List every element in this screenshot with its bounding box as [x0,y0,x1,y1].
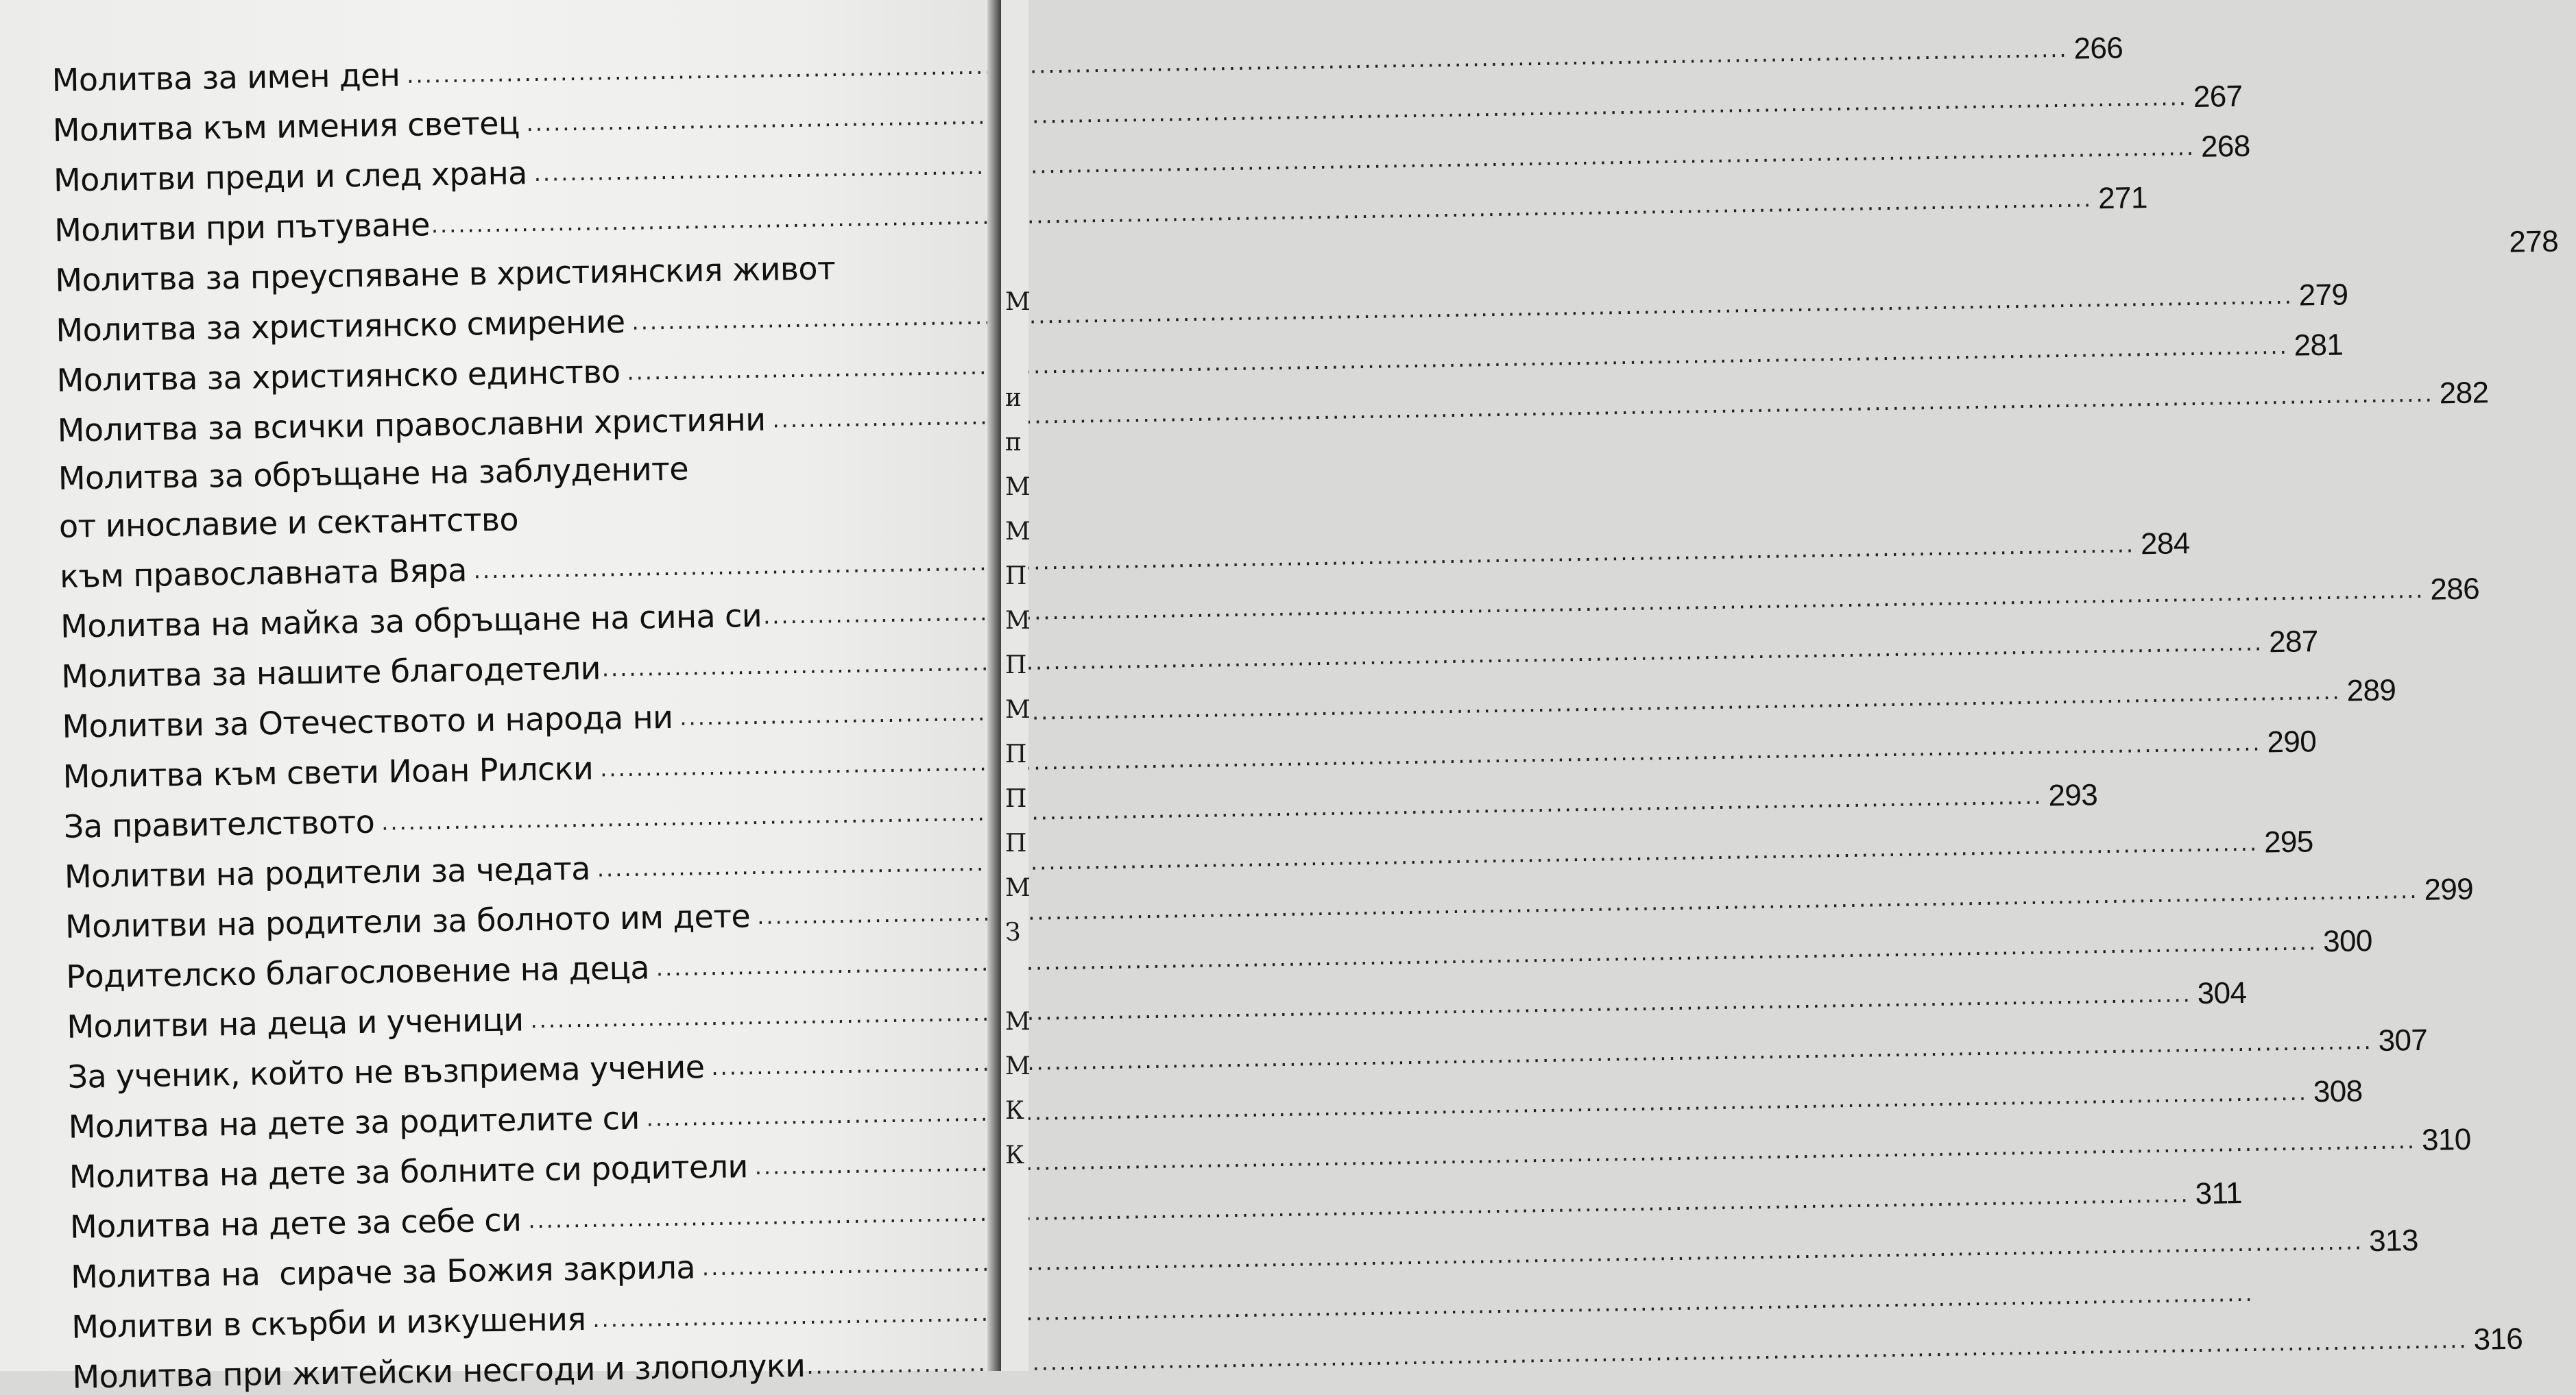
dot-leader [381,788,2043,832]
facing-page-edge [1001,0,1031,1371]
dot-leader [526,88,2188,132]
toc-entry-page: 266 [2073,31,2123,66]
facing-page-letter: П [1005,829,1027,858]
dot-leader [631,287,2294,331]
toc-entry-page: 286 [2429,572,2480,607]
dot-leader [646,1083,2308,1127]
dot-leader [530,985,2192,1029]
toc-entry-title: Молитви на деца и ученици [67,1001,524,1045]
toc-entry-page: 308 [2313,1074,2363,1109]
facing-page-letter: М [1005,288,1031,316]
toc-entry-page: 299 [2424,872,2474,907]
toc-entry-page: 279 [2298,278,2348,313]
toc-entry-title: Молитва за всички православни християни [57,400,766,449]
toc-entry-page: 271 [2097,180,2148,215]
toc-entry-title: Родителско благословение на деца [65,949,650,995]
toc-entry-page: 307 [2378,1023,2428,1058]
toc-entry-page: 293 [2048,778,2098,813]
facing-page-letter: М [1005,1008,1031,1036]
toc-entry-page: 287 [2268,624,2319,659]
facing-page-letter: П [1005,651,1027,679]
toc-entry-page: 267 [2193,79,2243,114]
dot-leader [627,337,2289,381]
toc-entry-title: Молитви на родители за болното им дете [64,897,751,945]
facing-page-letter: З [1005,919,1021,947]
facing-page-letter: п [1005,428,1022,457]
dot-leader [679,683,2342,727]
dot-leader [592,1285,2254,1329]
toc-entry-title: Молитва за християнско смирение [56,302,625,349]
toc-entry-title: Молитва за християнско единство [56,352,621,399]
facing-page-letter: К [1005,1097,1024,1125]
toc-entry-page: 278 [2509,224,2559,259]
facing-page-letter: и [1005,384,1022,412]
toc-entry-title: Молитва за нашите благодетели [61,649,601,695]
toc-entry-title: Молитви при пътуване [53,206,431,249]
facing-page-letter: М [1005,518,1031,546]
facing-page-letter: М [1005,473,1031,501]
facing-page-letter: К [1005,1141,1024,1169]
toc-entry-title: от инославие и сектантство [58,500,519,545]
toc-entry-title: Молитва към свети Иоан Рилски [62,749,594,795]
dot-leader [600,733,2262,777]
dot-leader [597,834,2259,878]
dot-leader [407,40,2069,84]
facing-page-letter: М [1005,607,1031,635]
toc-entry-page: 313 [2368,1223,2419,1258]
toc-entry-title: За правителството [63,803,375,845]
dot-leader [431,190,2093,234]
toc-entry-title: За ученик, който не възприема учение [67,1047,705,1095]
toc-entry-page: 311 [2195,1176,2243,1211]
toc-entry-title: Молитва за обръщане на заблудените [58,450,689,497]
dot-leader [702,1233,2364,1276]
dot-leader [711,1032,2373,1076]
toc-entry-page: 316 [2473,1322,2523,1357]
toc-entry-title: Молитви в скърби и изкушения [71,1300,586,1346]
toc-entry-page: 310 [2421,1122,2471,1157]
toc-entry-title: Молитва на майка за обръщане на сина си [60,596,762,645]
toc-entry-title: Молитва при житейски несгоди и злополуки [72,1346,806,1395]
dot-leader [528,1185,2190,1229]
toc-entry-title: Молитва на дете за болните си родители [69,1147,749,1196]
facing-page-letter: П [1005,785,1027,813]
toc-entry-title: към православната Вяра [59,551,468,595]
facing-page-letter: П [1005,562,1027,590]
toc-entry-page: 289 [2346,673,2396,708]
dot-leader [533,138,2195,182]
book-gutter [987,0,1001,1371]
toc-entry-page: 268 [2200,129,2250,164]
table-of-contents [51,31,2559,1395]
toc-entry-title: Молитви преди и след храна [53,154,528,199]
facing-page-letter: М [1005,696,1031,724]
toc-entry-title: Молитва към имения светец [52,104,520,149]
facing-page-letter: М [1005,874,1031,902]
dot-leader [473,535,2135,579]
toc-entry-title: Молитва за имен ден [51,56,400,99]
facing-page-letter: М [1005,1052,1031,1080]
dot-leader [602,633,2264,677]
toc-entry-page: 290 [2267,725,2317,760]
dot-leader [806,1331,2468,1375]
toc-entry-page: 282 [2439,376,2489,411]
toc-entry-title: Молитва на сираче за Божия закрила [70,1248,696,1296]
toc-entry-title: Молитви на родители за чедата [64,849,591,895]
toc-entry-title: Молитва за преуспяване в християнския живот [54,249,836,299]
toc-entry-page: 304 [2197,975,2247,1010]
toc-entry-page: 295 [2263,825,2314,860]
dot-leader [656,933,2318,977]
toc-entry-page: 300 [2322,923,2373,958]
toc-entry-page: 284 [2140,526,2191,561]
facing-page-letter: П [1005,740,1027,768]
toc-entry-page: 281 [2294,328,2344,363]
toc-entry-title: Молитва на дете за себе си [69,1201,522,1246]
toc-entry-title: Молитва на дете за родителите си [68,1099,640,1145]
toc-entry-title: Молитви за Отечеството и народа ни [62,698,673,745]
